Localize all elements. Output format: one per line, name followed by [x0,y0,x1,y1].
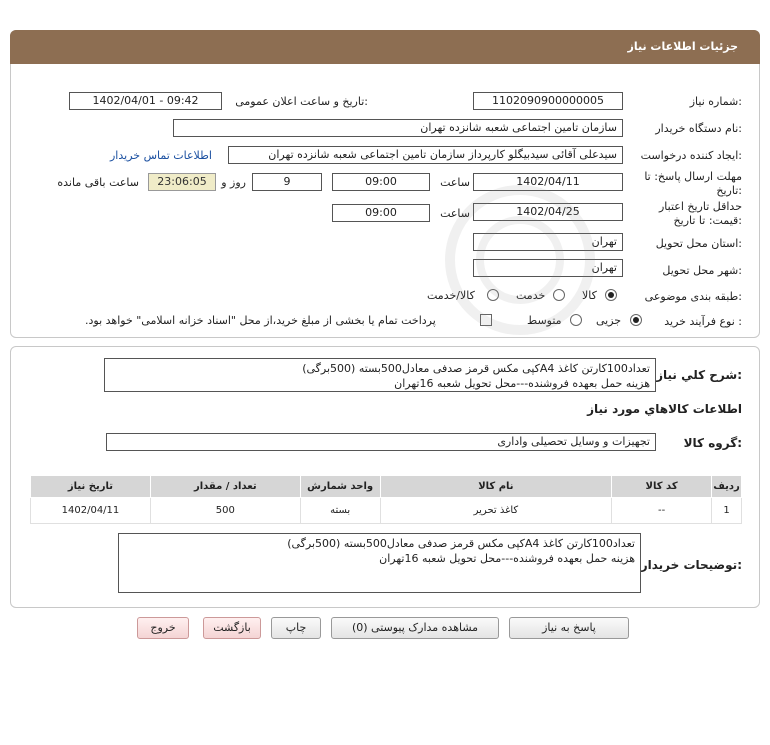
goods-table [30,475,742,524]
buyer-contact-link[interactable]: اطلاعات تماس خریدار [110,149,212,162]
creator-field: سیدعلی آقائی سیدبیگلو کارپرداز سازمان تامین اجتماعی شعبه شانزده تهران [228,146,623,164]
days-field: 9 [252,173,322,191]
cell-row: 1 [712,498,742,524]
category-goods-service-label: کالا/خدمت [427,289,475,302]
cell-unit: بسته [300,498,380,524]
remaining-time-field: 23:06:05 [148,173,216,191]
announce-field: 1402/04/01 - 09:42 [69,92,222,110]
creator-label: ایجاد کننده درخواست: [640,149,742,162]
goods-table-header [31,476,742,498]
description-field: تعداد100کارتن کاغذ A4کپی مکس قرمز صدفی معادل500بسته (500برگی) هزینه حمل بعهده فروشنده---محل تحویل شعبه 16تهران [104,358,656,392]
validity-time-label: ساعت [440,207,470,220]
attachments-button[interactable]: مشاهده مدارک پیوستی (0) [331,617,499,639]
cell-name: کاغذ تحریر [380,498,612,524]
validity-date-field: 1402/04/25 [473,203,623,221]
reply-time-field: 09:00 [332,173,430,191]
process-minor-label: جزیی [596,314,622,327]
province-field: تهران [473,233,623,251]
col-unit: واحد شمارش [300,476,380,498]
city-field: تهران [473,259,623,277]
print-button[interactable]: چاپ [271,617,321,639]
validity-time-field: 09:00 [332,204,430,222]
province-label: استان محل تحویل: [655,237,742,250]
need-number-field: 1102090900000005 [473,92,623,110]
treasury-payment-note: پرداخت تمام یا بخشی از مبلغ خرید،از محل "اسناد خزانه اسلامی" خواهد بود. [85,314,436,327]
process-medium-label: متوسط [527,314,562,327]
city-label: شهر محل تحویل: [662,264,742,277]
reply-button[interactable]: پاسخ به نیاز [509,617,629,639]
validity-label-2: قیمت: تا تاریخ: [673,214,742,227]
announce-label: تاریخ و ساعت اعلان عمومی: [235,95,368,108]
category-service-label: خدمت [516,289,546,302]
need-number-label: شماره نیاز: [689,95,742,108]
back-button[interactable]: بازگشت [203,617,261,639]
goods-group-label: گروه کالا: [683,436,742,450]
reply-deadline-label: مهلت ارسال پاسخ: تا [644,170,742,183]
cell-code: -- [612,498,712,524]
validity-label: حداقل تاریخ اعتبار [658,200,742,213]
reply-deadline-label-2: تاریخ: [716,184,742,197]
category-label: طبقه بندی موضوعی: [644,290,742,303]
col-qty: تعداد / مقدار [150,476,300,498]
buyer-notes-label: توضیحات خریدار: [640,558,742,572]
reply-time-label: ساعت [440,176,470,189]
days-label: روز و [221,176,246,189]
cell-qty: 500 [150,498,300,524]
page-title: جزئیات اطلاعات نیاز [10,30,760,64]
process-label: نوع فرآیند خرید : [664,315,742,328]
table-row [31,498,742,524]
reply-date-field: 1402/04/11 [473,173,623,191]
goods-group-field: تجهیزات و وسایل تحصیلی واداری [106,433,656,451]
buyer-org-label: نام دستگاه خریدار: [655,122,742,135]
col-code: کد کالا [612,476,712,498]
col-name: نام کالا [380,476,612,498]
watermark-logo-icon [420,175,620,345]
col-date: تاریخ نیاز [31,476,151,498]
buyer-notes-field: تعداد100کارتن کاغذ A4کپی مکس قرمز صدفی معادل500بسته (500برگی) هزینه حمل بعهده فروشنده---محل تحویل شعبه 16تهران [118,533,641,593]
col-row: ردیف [712,476,742,498]
goods-section-title: اطلاعات کالاهاي مورد نياز [587,402,742,416]
exit-button[interactable]: خروج [137,617,189,639]
process-minor-radio[interactable] [630,314,642,326]
description-label: شرح کلي نياز: [656,368,742,382]
remaining-time-label: ساعت باقی مانده [57,176,139,189]
category-goods-label: کالا [582,289,597,302]
buyer-org-field: سازمان تامین اجتماعی شعبه شانزده تهران [173,119,623,137]
cell-date: 1402/04/11 [31,498,151,524]
